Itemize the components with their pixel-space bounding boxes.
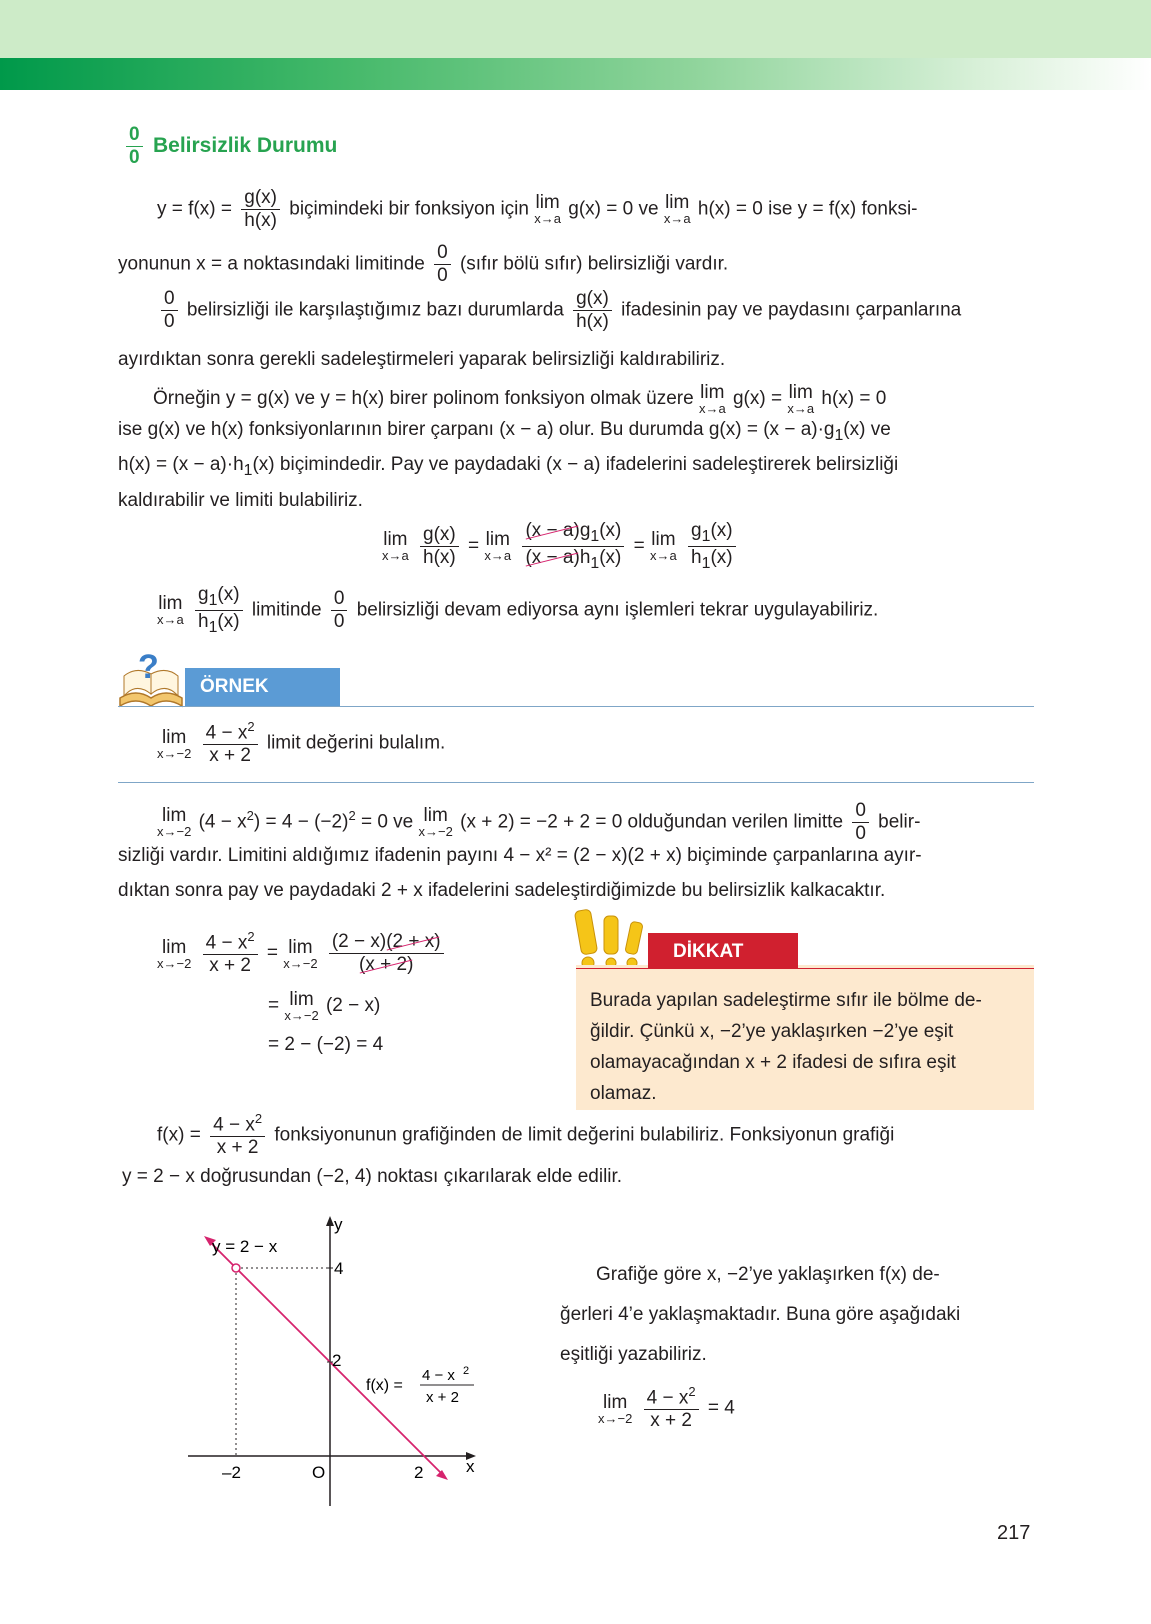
lim-word: lim xyxy=(651,529,676,551)
lim-word: lim xyxy=(383,529,408,551)
p2-text-b: ifadesinin pay ve paydasını çarpanlarına xyxy=(621,299,962,321)
p3-text-e2: (x) biçimindedir. Pay ve paydadaki (x − a) ifadelerini sadeleştirerek belirsizliği xyxy=(252,454,899,475)
p1-text-f: (sıfır bölü sıfır) belirsizliği vardır. xyxy=(459,253,729,275)
denominator: x + 2 xyxy=(209,955,251,977)
ornek-text: limit değerini bulalım. xyxy=(266,732,446,754)
dikkat-divider xyxy=(576,968,1034,969)
lim-sub: x→−2 xyxy=(283,955,318,971)
y-axis-label: y xyxy=(334,1215,343,1234)
equals: = xyxy=(266,942,278,964)
p1-line2 xyxy=(118,242,728,287)
p2-text-a: belirsizliği ile karşılaştığımız bazı durumlarda xyxy=(186,299,564,321)
subscript-1: 1 xyxy=(590,554,600,572)
lim-sub: x→a xyxy=(698,401,726,416)
y-axis-arrow xyxy=(326,1216,334,1226)
lim-word: lim xyxy=(289,989,314,1010)
sol-text-b: ) = 4 − (−2) xyxy=(253,811,349,833)
factor: (2 − x) xyxy=(325,995,381,1017)
frac-hx: h(x) xyxy=(244,209,277,231)
lim-word: lim xyxy=(158,593,183,615)
lim-sub: x→a xyxy=(787,401,815,416)
paren-x: (x) xyxy=(217,610,240,632)
header-band xyxy=(0,0,1151,58)
subscript-1: 1 xyxy=(834,426,844,444)
line-arrow-end xyxy=(436,1470,448,1480)
lim-sub: x→−2 xyxy=(418,824,453,840)
g-letter: g xyxy=(579,520,591,541)
side-limit xyxy=(598,1385,735,1432)
subscript-1: 1 xyxy=(208,591,218,609)
p4-line xyxy=(157,584,878,637)
equation-1 xyxy=(382,520,740,573)
function-graph xyxy=(180,1210,500,1510)
dikkat-line: olamayacağından x + 2 ifadesi de sıfıra eşit xyxy=(590,1052,956,1073)
p3-text-e: h(x) = (x − a)·h xyxy=(118,454,244,475)
p5-line2: y = 2 − x doğrusundan (−2, 4) noktası çıkarılarak elde edilir. xyxy=(122,1166,623,1187)
p3-text-d: ise g(x) ve h(x) fonksiyonlarının birer çarpanı (x − a) olur. Bu durumda g(x) = (x − a)·g xyxy=(118,419,835,440)
frac-den: 0 xyxy=(164,310,175,332)
lim-sub: x→−2 xyxy=(284,1008,319,1023)
x-axis-label: x xyxy=(466,1457,475,1476)
side-line: ğerleri 4’e yaklaşmaktadır. Buna göre aşağıdaki xyxy=(560,1304,961,1325)
paren-x: (x) xyxy=(710,520,733,541)
p4-text-b: belirsizliği devam ediyorsa aynı işlemleri tekrar uygulayabiliriz. xyxy=(356,599,879,621)
svg-text:?: ? xyxy=(138,648,159,686)
superscript: 2 xyxy=(247,929,255,944)
subscript-1: 1 xyxy=(590,527,600,545)
p3-text-a: Örneğin y = g(x) ve y = h(x) birer polinom fonksiyon olmak üzere xyxy=(153,388,694,410)
frac-gx: g(x) xyxy=(241,187,280,210)
lim-sub: x→−2 xyxy=(157,745,192,761)
lim-word: lim xyxy=(485,529,510,551)
numerator: 4 − x xyxy=(213,1114,255,1136)
dikkat-label: DİKKAT xyxy=(673,941,744,962)
h-letter: h xyxy=(579,546,591,568)
section-title: Belirsizlik Durumu xyxy=(153,134,338,157)
frac-hx: h(x) xyxy=(423,546,456,568)
subscript-1: 1 xyxy=(243,461,253,479)
p5-text-a: fonksiyonunun grafiğinden de limit değerini bulabiliriz. Fonksiyonun grafiği xyxy=(274,1124,895,1146)
equals: = xyxy=(268,995,285,1017)
superscript: 2 xyxy=(246,808,254,824)
frac-gx: g(x) xyxy=(420,524,459,547)
p2-line1 xyxy=(157,288,961,333)
tick-label-neg2: –2 xyxy=(222,1463,241,1482)
header-gradient-bar xyxy=(0,58,1151,90)
frac-den: 0 xyxy=(129,146,140,168)
numerator: 4 − x xyxy=(205,722,248,744)
p1-text-e: yonunun x = a noktasındaki limitinde xyxy=(118,253,425,275)
lim-word: lim xyxy=(665,192,690,214)
p5-line1 xyxy=(157,1112,894,1159)
tick-label-2y: 2 xyxy=(332,1351,342,1370)
f-denominator: x + 2 xyxy=(426,1389,459,1406)
tick-label-2x: 2 xyxy=(414,1463,424,1482)
ornek-label: ÖRNEK xyxy=(200,676,269,697)
lim-word: lim xyxy=(162,726,187,748)
p3-line2 xyxy=(118,419,891,445)
frac-num: 0 xyxy=(852,800,869,823)
lim-word: lim xyxy=(162,936,187,958)
equals: = xyxy=(468,535,480,557)
dikkat-line: Burada yapılan sadeleştirme sıfır ile bölme de- xyxy=(590,990,982,1011)
p1-text-a: y = f(x) = xyxy=(157,198,232,220)
sol-text-e: belir- xyxy=(878,811,921,833)
lim-sub: x→−2 xyxy=(157,824,192,840)
lim-word: lim xyxy=(603,1391,628,1413)
g-letter: g xyxy=(198,584,209,605)
dikkat-line: olamaz. xyxy=(590,1083,657,1104)
frac-den: 0 xyxy=(437,264,448,286)
h-letter: h xyxy=(198,610,209,632)
calc-line2 xyxy=(268,990,380,1022)
cancelled-factor: (x − a) xyxy=(525,520,580,541)
superscript: 2 xyxy=(348,808,356,824)
lim-sub: x→a xyxy=(157,612,184,628)
denominator: x + 2 xyxy=(216,1137,259,1159)
subscript-1: 1 xyxy=(701,554,711,572)
dikkat-content xyxy=(590,985,1020,1109)
p3-text-c: h(x) = 0 xyxy=(821,388,887,410)
origin-label: O xyxy=(312,1463,326,1482)
f-superscript: 2 xyxy=(463,1365,470,1377)
side-text xyxy=(560,1255,1000,1375)
lim-sub: x→−2 xyxy=(598,1410,633,1426)
p1-text-d: h(x) = 0 ise y = f(x) fonksi- xyxy=(697,198,918,220)
exclamation-icon xyxy=(572,908,652,970)
calc-line1 xyxy=(157,930,448,977)
sol-text-d: (x + 2) = −2 + 2 = 0 olduğundan verilen limitte xyxy=(460,811,844,833)
frac-den: 0 xyxy=(855,822,866,844)
factor: (2 − x) xyxy=(331,931,387,953)
lim-sub: x→−2 xyxy=(157,955,192,971)
frac-num: 0 xyxy=(434,242,451,265)
function-line xyxy=(210,1242,442,1474)
frac-num: 0 xyxy=(161,288,178,311)
p2-line2: ayırdıktan sonra gerekli sadeleştirmeleri yaparak belirsizliği kaldırabiliriz. xyxy=(118,349,726,370)
frac-hx: h(x) xyxy=(576,310,609,332)
superscript: 2 xyxy=(688,1384,696,1399)
lim-sub: x→a xyxy=(382,548,409,564)
subscript-1: 1 xyxy=(701,527,711,545)
cancelled-factor: (x − a) xyxy=(525,546,580,568)
hole-point xyxy=(232,1264,240,1272)
cancelled-factor: (x + 2) xyxy=(359,954,414,975)
p4-text-a: limitinde xyxy=(251,599,322,621)
side-line: eşitliği yazabiliriz. xyxy=(560,1344,707,1365)
frac-num: 0 xyxy=(126,124,143,147)
lim-sub: x→a xyxy=(650,548,677,564)
superscript: 2 xyxy=(254,1111,263,1126)
lim-word: lim xyxy=(535,192,560,214)
numerator: 4 − x xyxy=(205,932,248,954)
p1-text-b: biçimindeki bir fonksiyon için xyxy=(289,198,529,220)
paren-x: (x) xyxy=(217,584,240,605)
solution-line1 xyxy=(157,800,920,845)
lim-word: lim xyxy=(162,805,187,827)
p1-line1 xyxy=(157,187,918,232)
lim-word: lim xyxy=(700,382,725,403)
section-fraction xyxy=(122,124,147,169)
result: = 4 xyxy=(707,1397,735,1419)
tick-label-4: 4 xyxy=(334,1259,344,1278)
solution-line2: sizliği vardır. Limitini aldığımız ifadenin payını 4 − x² = (2 − x)(2 + x) biçiminde çarpanlarına ayır- xyxy=(118,845,922,866)
g-letter: g xyxy=(691,520,702,541)
sol-text-a: (4 − x xyxy=(198,811,247,833)
denominator: x + 2 xyxy=(209,745,251,767)
denominator: x + 2 xyxy=(650,1410,692,1432)
p3-text-d2: (x) ve xyxy=(843,419,891,440)
paren-x: (x) xyxy=(710,546,733,568)
lim-word: lim xyxy=(423,805,448,827)
fx-label: f(x) = xyxy=(157,1124,201,1146)
cancelled-factor: (2 + x) xyxy=(386,931,441,953)
divider xyxy=(118,782,1034,783)
side-line: Grafiğe göre x, −2’ye yaklaşırken f(x) de- xyxy=(596,1264,940,1285)
f-label: f(x) = xyxy=(366,1377,403,1394)
frac-gx: g(x) xyxy=(573,288,612,311)
divider xyxy=(118,706,1034,707)
p3-text-b: g(x) = xyxy=(732,388,783,410)
numerator: 4 − x xyxy=(646,1387,689,1409)
paren-x: (x) xyxy=(599,546,622,568)
frac-num: 0 xyxy=(331,588,348,611)
solution-line3: dıktan sonra pay ve paydadaki 2 + x ifadelerini sadeleştirdiğimizde bu belirsizlik kalkacaktır. xyxy=(118,880,886,901)
h-letter: h xyxy=(691,546,702,568)
page-number: 217 xyxy=(997,1522,1031,1544)
p3-line1 xyxy=(153,383,886,415)
paren-x: (x) xyxy=(599,520,622,541)
calc-line3: = 2 − (−2) = 4 xyxy=(268,1034,384,1055)
ornek-question xyxy=(157,720,445,767)
superscript: 2 xyxy=(247,719,255,734)
line-label: y = 2 − x xyxy=(212,1237,278,1256)
lim-word: lim xyxy=(288,936,313,958)
p1-text-c: g(x) = 0 ve xyxy=(568,198,659,220)
p3-line4: kaldırabilir ve limiti bulabiliriz. xyxy=(118,490,363,511)
p3-line3 xyxy=(118,454,898,480)
equals: = xyxy=(633,535,645,557)
lim-sub: x→a xyxy=(663,211,691,227)
lim-sub: x→a xyxy=(534,211,561,227)
dikkat-line: ğildir. Çünkü x, −2’ye yaklaşırken −2’ye eşit xyxy=(590,1021,954,1042)
f-numerator: 4 − x xyxy=(422,1367,455,1384)
subscript-1: 1 xyxy=(208,618,218,636)
lim-sub: x→a xyxy=(484,548,512,564)
book-question-icon xyxy=(116,648,186,710)
sol-text-c: = 0 ve xyxy=(355,811,414,833)
frac-den: 0 xyxy=(333,610,345,632)
lim-word: lim xyxy=(788,382,813,403)
